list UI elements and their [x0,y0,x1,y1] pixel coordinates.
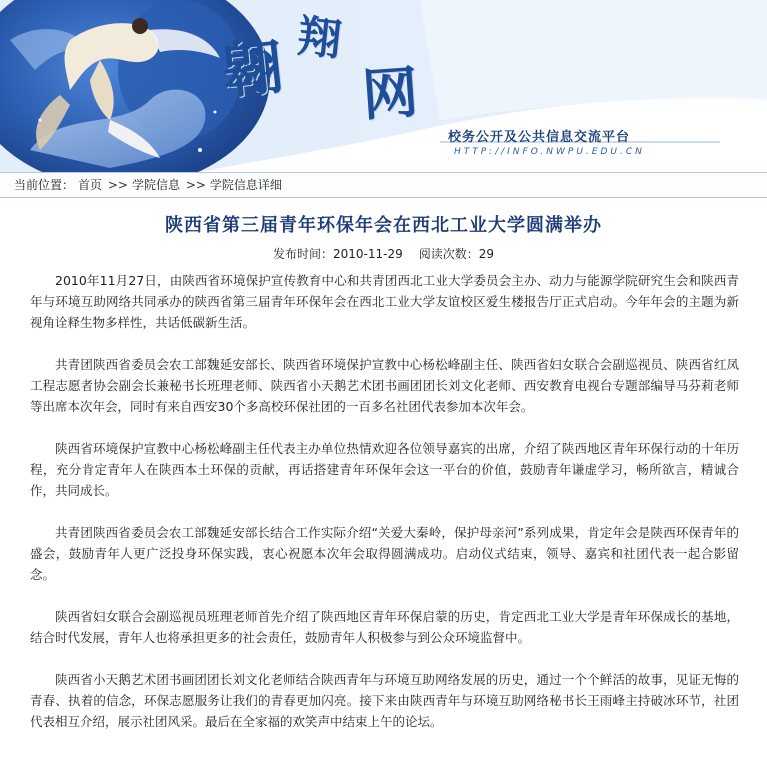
article [0,197,767,753]
logo-char-xiang: 翔 [294,10,345,67]
article-paragraph: 2010年11月27日，由陕西省环境保护宣传教育中心和共青团西北工业大学委员会主办、动力与能源学院研究生会和陕西青年与环境互助网络共同承办的陕西省第三届青年环保年会在西北工业大学友谊校区爱生楼报告厅正式启动。今年年会的主题为新视角诠释生物多样性，共话低碳新生活。 [30,273,739,330]
breadcrumb [0,172,767,198]
site-banner [0,0,767,172]
breadcrumb-label: 当前位置： [14,178,75,192]
site-url: HTTP://INFO.NWPU.EDU.CN [454,147,645,157]
publish-date: 2010-11-29 [332,247,403,261]
logo-char-ao: 翱 [219,32,287,108]
views-label: 阅读次数： [418,247,479,261]
breadcrumb-separator: >> [107,178,128,192]
article-paragraph: 陕西省环境保护宣教中心杨松峰副主任代表主办单位热情欢迎各位领导嘉宾的出席，介绍了陕西地区青年环保行动的十年历程，充分肯定青年人在陕西本土环保的贡献，再话搭建青年环保年会这一平台的价值，鼓励青年谦虚学习，畅所欲言，精诚合作，共同成长。 [30,441,739,498]
article-paragraph: 陕西省妇女联合会副巡视员班理老师首先介绍了陕西地区青年环保启蒙的历史，肯定西北工业大学是青年环保成长的基地，结合时代发展，青年人也将承担更多的社会责任，鼓励青年人积极参与到公众环境监督中。 [30,609,739,645]
site-logo[interactable] [219,6,422,136]
publish-label: 发布时间： [272,247,333,261]
article-paragraph: 共青团陕西省委员会农工部魏延安部长、陕西省环境保护宣教中心杨松峰副主任、陕西省妇女联合会副巡视员、陕西省红凤工程志愿者协会副会长兼秘书长班理老师、陕西省小天鹅艺术团书画团团长刘文化老师、西安教育电视台专题部编导马芬莉老师等出席本次年会，同时有来自西安30个多高校环保社团的一百多名社团代表参加本次年会。 [30,357,739,414]
site-tagline: 校务公开及公共信息交流平台 [448,130,631,145]
breadcrumb-home-link[interactable]: 首页 [78,178,103,192]
breadcrumb-separator: >> [185,178,206,192]
article-paragraph: 共青团陕西省委员会农工部魏延安部长结合工作实际介绍“关爱大秦岭，保护母亲河”系列成果，肯定年会是陕西环保青年的盛会，鼓励青年人更广泛投身环保实践，衷心祝愿本次年会取得圆满成功。启动仪式结束，领导、嘉宾和社团代表一起合影留念。 [30,525,739,582]
article-meta [0,246,767,262]
logo-char-wang: 网 [360,59,421,129]
article-paragraph: 陕西省小天鹅艺术团书画团团长刘文化老师结合陕西青年与环境互助网络发展的历史，通过一个个鲜活的故事，见证无悔的青春、执着的信念，环保志愿服务让我们的青春更加闪亮。接下来由陕西青年与环境互助网络秘书长王雨峰主持破冰环节，社团代表相互介绍，展示社团风采。最后在全家福的欢笑声中结束上午的论坛。 [30,672,739,729]
article-body [0,270,767,732]
article-title: 陕西省第三届青年环保年会在西北工业大学圆满举办 [165,215,602,236]
breadcrumb-college-info-link[interactable]: 学院信息 [131,178,180,192]
breadcrumb-current: 学院信息详细 [209,178,282,192]
views-count: 29 [478,247,495,261]
